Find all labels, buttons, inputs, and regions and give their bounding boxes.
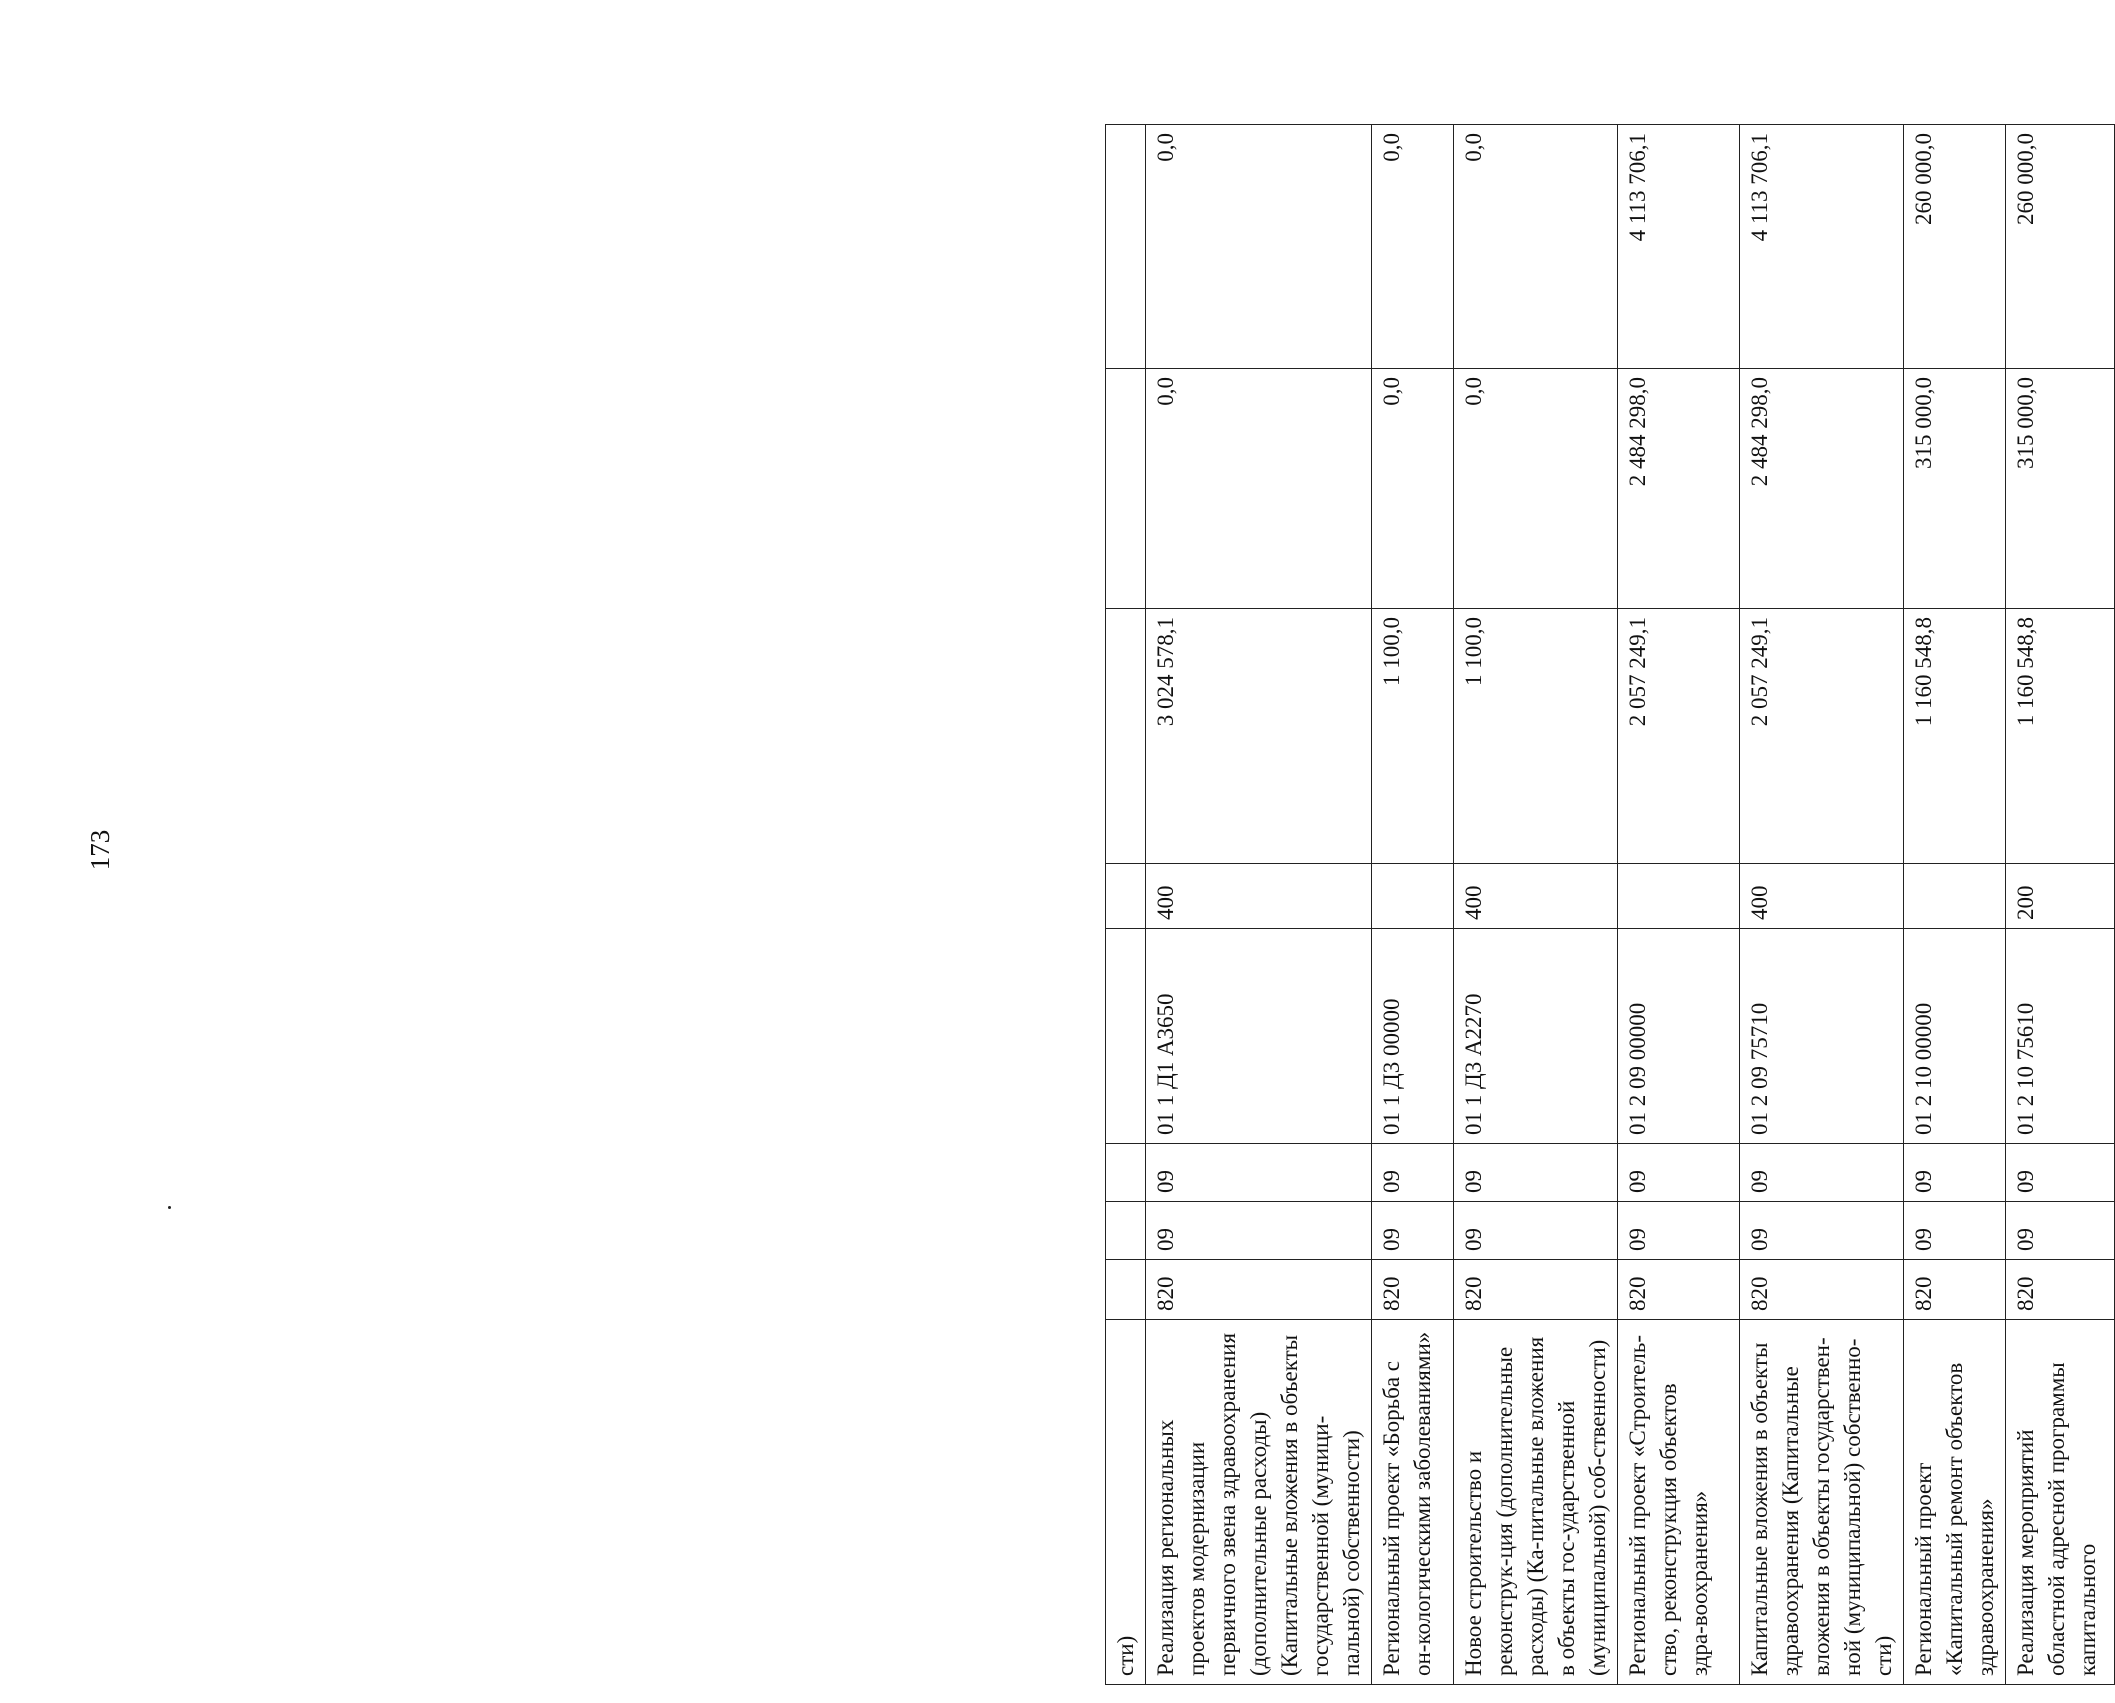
- cell-year-1-amount: 1 100,0: [1372, 609, 1454, 864]
- cell-expense-type: [1618, 864, 1740, 929]
- cell-name: Новое строительство и реконструк-ция (дополнительные расходы) (Ка-питальные вложения в объекты гос-ударственной (муниципальной) соб-ственности): [1454, 1320, 1618, 1685]
- cell-name: Региональный проект «Капитальный ремонт объектов здравоохранения»: [1904, 1320, 2006, 1685]
- cell-target-article: 01 1 Д3 А2270: [1454, 929, 1618, 1144]
- cell-year-2-amount: 0,0: [1146, 369, 1372, 609]
- cell-subsection-code: [1106, 1144, 1146, 1202]
- cell-year-1-amount: 3 024 578,1: [1146, 609, 1372, 864]
- cell-ministry-code: [1106, 1260, 1146, 1320]
- cell-expense-type: 400: [1146, 864, 1372, 929]
- cell-target-article: 01 1 Д1 А3650: [1146, 929, 1372, 1144]
- cell-ministry-code: 820: [1618, 1260, 1740, 1320]
- cell-year-3-amount: 0,0: [1372, 125, 1454, 369]
- cell-subsection-code: 09: [1454, 1144, 1618, 1202]
- cell-name: Региональный проект «Борьба с он-кологическими заболеваниями»: [1372, 1320, 1454, 1685]
- table-row: [1454, 125, 1618, 1685]
- cell-year-3-amount: 0,0: [1454, 125, 1618, 369]
- cell-ministry-code: 820: [1740, 1260, 1904, 1320]
- table-row: [1740, 125, 1904, 1685]
- cell-section-code: [1106, 1202, 1146, 1260]
- cell-target-article: 01 2 10 00000: [1904, 929, 2006, 1144]
- cell-ministry-code: 820: [1454, 1260, 1618, 1320]
- cell-expense-type: 200: [2006, 864, 2115, 929]
- cell-name: Реализация мероприятий областной адресной программы капитального: [2006, 1320, 2115, 1685]
- cell-expense-type: [1904, 864, 2006, 929]
- cell-subsection-code: 09: [1740, 1144, 1904, 1202]
- table-row: [2006, 125, 2115, 1685]
- cell-year-3-amount: [1106, 125, 1146, 369]
- cell-subsection-code: 09: [1904, 1144, 2006, 1202]
- cell-name: Реализация региональных проектов модернизации первичного звена здравоохранения (дополнительные расходы) (Капитальные вложения в объекты государственной (муници-пальной) собственности): [1146, 1320, 1372, 1685]
- cell-ministry-code: 820: [1372, 1260, 1454, 1320]
- cell-section-code: 09: [1740, 1202, 1904, 1260]
- cell-subsection-code: 09: [1372, 1144, 1454, 1202]
- cell-subsection-code: 09: [1146, 1144, 1372, 1202]
- cell-target-article: 01 2 09 00000: [1618, 929, 1740, 1144]
- cell-ministry-code: 820: [2006, 1260, 2115, 1320]
- cell-year-2-amount: 0,0: [1454, 369, 1618, 609]
- cell-name: Капитальные вложения в объекты здравоохранения (Капитальные вложения в объекты государствен-ной (муниципальной) собственно-сти): [1740, 1320, 1904, 1685]
- cell-year-3-amount: 260 000,0: [1904, 125, 2006, 369]
- cell-year-3-amount: 4 113 706,1: [1618, 125, 1740, 369]
- cell-year-1-amount: 2 057 249,1: [1740, 609, 1904, 864]
- budget-table: [1105, 124, 2115, 1685]
- cell-year-3-amount: 4 113 706,1: [1740, 125, 1904, 369]
- cell-section-code: 09: [1618, 1202, 1740, 1260]
- cell-year-2-amount: 2 484 298,0: [1618, 369, 1740, 609]
- page-number: 173: [85, 829, 115, 871]
- cell-year-3-amount: 0,0: [1146, 125, 1372, 369]
- cell-year-1-amount: [1106, 609, 1146, 864]
- cell-expense-type: 400: [1454, 864, 1618, 929]
- cell-year-2-amount: 2 484 298,0: [1740, 369, 1904, 609]
- cell-section-code: 09: [1372, 1202, 1454, 1260]
- cell-subsection-code: 09: [1618, 1144, 1740, 1202]
- cell-expense-type: [1106, 864, 1146, 929]
- cell-ministry-code: 820: [1146, 1260, 1372, 1320]
- cell-year-2-amount: 0,0: [1372, 369, 1454, 609]
- cell-target-article: [1106, 929, 1146, 1144]
- cell-year-1-amount: 2 057 249,1: [1618, 609, 1740, 864]
- cell-year-2-amount: 315 000,0: [2006, 369, 2115, 609]
- rotated-table-wrapper: [1105, 125, 2100, 1685]
- table-row: [1372, 125, 1454, 1685]
- cell-target-article: 01 2 10 75610: [2006, 929, 2115, 1144]
- table-row: [1106, 125, 1146, 1685]
- cell-target-article: 01 1 Д3 00000: [1372, 929, 1454, 1144]
- cell-target-article: 01 2 09 75710: [1740, 929, 1904, 1144]
- cell-section-code: 09: [1904, 1202, 2006, 1260]
- cell-expense-type: [1372, 864, 1454, 929]
- cell-year-1-amount: 1 160 548,8: [1904, 609, 2006, 864]
- cell-ministry-code: 820: [1904, 1260, 2006, 1320]
- cell-year-1-amount: 1 100,0: [1454, 609, 1618, 864]
- cell-expense-type: 400: [1740, 864, 1904, 929]
- cell-year-2-amount: [1106, 369, 1146, 609]
- cell-year-3-amount: 260 000,0: [2006, 125, 2115, 369]
- cell-name: сти): [1106, 1320, 1146, 1685]
- cell-name: Региональный проект «Строитель-ство, реконструкция объектов здра-воохранения»: [1618, 1320, 1740, 1685]
- table-row: [1618, 125, 1740, 1685]
- scan-speck: [168, 1206, 171, 1209]
- table-row: [1146, 125, 1372, 1685]
- cell-subsection-code: 09: [2006, 1144, 2115, 1202]
- cell-year-2-amount: 315 000,0: [1904, 369, 2006, 609]
- cell-section-code: 09: [1146, 1202, 1372, 1260]
- cell-section-code: 09: [1454, 1202, 1618, 1260]
- cell-section-code: 09: [2006, 1202, 2115, 1260]
- cell-year-1-amount: 1 160 548,8: [2006, 609, 2115, 864]
- table-row: [1904, 125, 2006, 1685]
- table-body: [1106, 125, 2115, 1685]
